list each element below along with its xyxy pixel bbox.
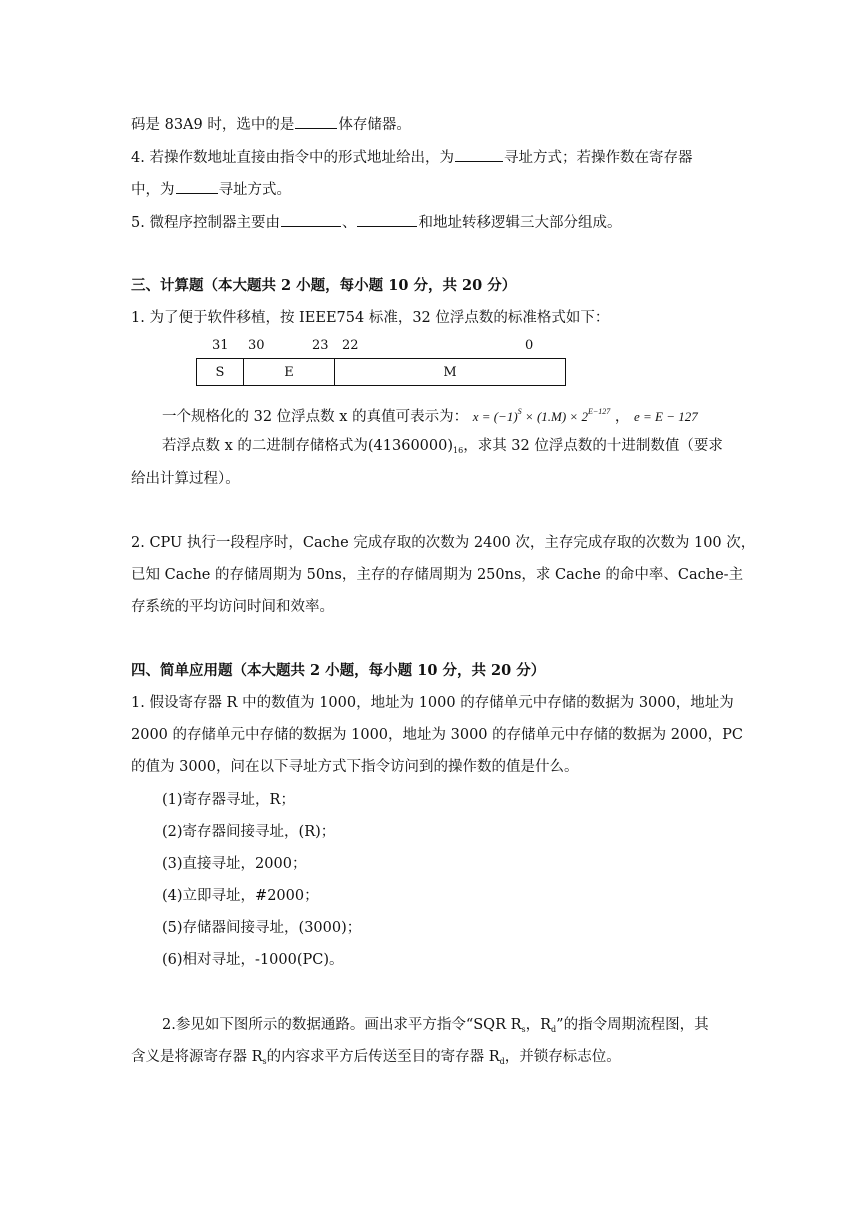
- list-item: (3)直接寻址，2000；: [162, 856, 307, 872]
- bit-label: 23: [312, 338, 329, 353]
- bit-label: 30: [248, 338, 265, 353]
- field-e: E: [244, 359, 335, 386]
- question-2-line-3: 存系统的平均访问时间和效率。: [131, 599, 334, 615]
- section-3-heading: 三、计算题（本大题共 2 小题，每小题 10 分，共 20 分）: [131, 277, 517, 294]
- text: 体存储器。: [338, 117, 411, 133]
- text: 码是 83A9 时，选中的是: [131, 117, 295, 133]
- text: 含义是将源寄存器 R: [131, 1049, 263, 1065]
- float-format-table: [196, 358, 566, 386]
- text: ，并锁存标志位。: [504, 1049, 621, 1065]
- text: 4. 若操作数地址直接由指令中的形式地址给出，为: [131, 150, 454, 166]
- question-1-line-2: 2000 的存储单元中存储的数据为 1000，地址为 3000 的存储单元中存储的数据为 2000，PC: [131, 727, 743, 743]
- list-item: (5)存储器间接寻址，(3000)；: [162, 920, 362, 936]
- subscript: d: [499, 1057, 505, 1066]
- subscript: 16: [453, 446, 464, 455]
- value-formula-line: [162, 402, 698, 427]
- answer-blank[interactable]: [295, 114, 337, 129]
- list-item: (1)寄存器寻址，R；: [162, 792, 295, 808]
- subscript: d: [551, 1025, 557, 1034]
- bit-label: 0: [525, 338, 534, 353]
- formula-part: × (1.M) × 2: [521, 409, 588, 424]
- answer-blank[interactable]: [176, 179, 218, 194]
- section-4-heading: 四、简单应用题（本大题共 2 小题，每小题 10 分，共 20 分）: [131, 662, 546, 679]
- list-item: (6)相对寻址，-1000(PC)。: [162, 952, 344, 968]
- list-item: (4)立即寻址，#2000；: [162, 888, 319, 904]
- subscript: s: [262, 1057, 267, 1066]
- bit-label: 31: [212, 338, 229, 353]
- text: ”的指令周期流程图，其: [556, 1017, 709, 1033]
- answer-blank[interactable]: [455, 147, 503, 162]
- text: 寻址方式；若操作数在寄存器: [503, 150, 693, 166]
- subscript: s: [521, 1025, 526, 1034]
- text: 、: [341, 215, 357, 231]
- question-2-line-1: 2. CPU 执行一段程序时，Cache 完成存取的次数为 2400 次，主存完成存取的次数为 100 次，: [131, 535, 756, 551]
- text: ，R: [525, 1017, 552, 1033]
- question-4-line-2: [131, 179, 291, 200]
- formula-superscript: E−127: [587, 407, 611, 416]
- text: 若浮点数 x 的二进制存储格式为(41360000): [162, 438, 454, 454]
- question-2-line-2: 已知 Cache 的存储周期为 50ns，主存的存储周期为 250ns，求 Cache 的命中率、Cache-主: [131, 567, 744, 583]
- question-1-line-2: [162, 436, 723, 461]
- field-s: S: [197, 359, 244, 386]
- question-1-line-1: 1. 假设寄存器 R 中的数值为 1000，地址为 1000 的存储单元中存储的数据为 3000，地址为: [131, 695, 734, 711]
- question-2-line-1: [162, 1015, 709, 1040]
- answer-blank[interactable]: [281, 212, 341, 227]
- field-m: M: [335, 359, 566, 386]
- text: 2.参见如下图所示的数据通路。画出求平方指令“SQR R: [162, 1017, 522, 1033]
- question-1-line-3: 的值为 3000，问在以下寻址方式下指令访问到的操作数的值是什么。: [131, 759, 579, 775]
- text: 的内容求平方后传送至目的寄存器 R: [266, 1049, 500, 1065]
- question-2-line-2: [131, 1047, 621, 1072]
- text-line: [131, 114, 411, 135]
- question-4-line-1: [131, 147, 692, 168]
- text: ，求其 32 位浮点数的十进制数值（要求: [463, 438, 723, 454]
- formula-superscript: S: [517, 407, 522, 416]
- list-item: (2)寄存器间接寻址，(R)；: [162, 824, 336, 840]
- text: 中，为: [131, 182, 175, 198]
- question-5: [131, 212, 621, 233]
- formula: [473, 409, 611, 424]
- question-1-intro: 1. 为了便于软件移植，按 IEEE754 标准，32 位浮点数的标准格式如下：: [131, 310, 610, 326]
- text: 5. 微程序控制器主要由: [131, 215, 280, 231]
- question-1-line-3: 给出计算过程）。: [131, 471, 240, 487]
- answer-blank[interactable]: [357, 212, 417, 227]
- text: 和地址转移逻辑三大部分组成。: [418, 215, 622, 231]
- text: 一个规格化的 32 位浮点数 x 的真值可表示为：: [162, 409, 469, 425]
- text: 寻址方式。: [218, 182, 291, 198]
- text: ，: [614, 409, 630, 425]
- formula-part: x = (−1): [472, 409, 518, 424]
- bit-label: 22: [342, 338, 359, 353]
- formula: e = E − 127: [633, 409, 698, 424]
